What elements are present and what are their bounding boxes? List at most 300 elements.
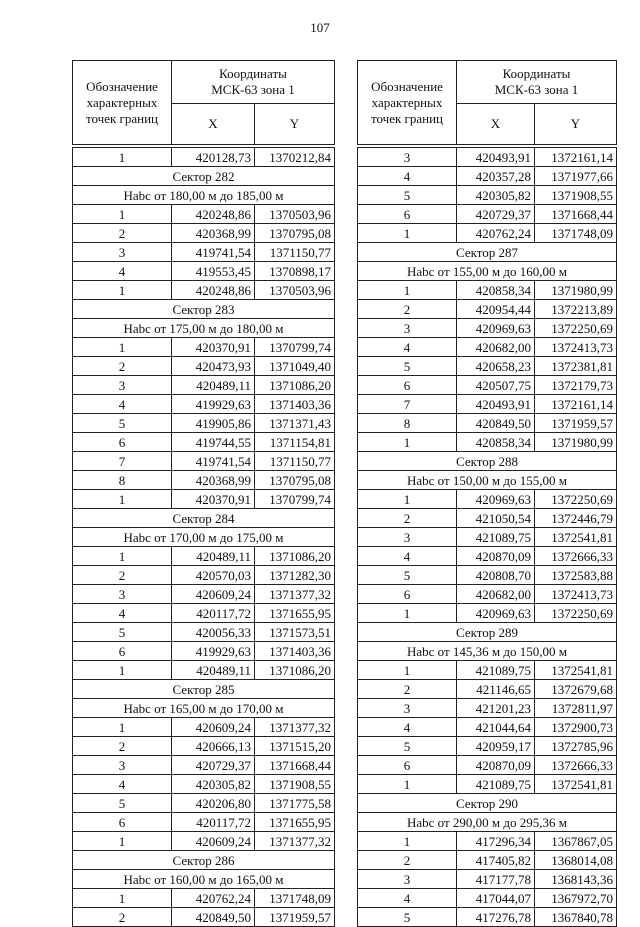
x-column-header: X xyxy=(457,104,535,145)
y-coordinate-cell: 1371049,40 xyxy=(255,357,335,376)
x-coordinate-cell: 421089,75 xyxy=(457,661,535,680)
point-number-cell: 8 xyxy=(73,471,172,490)
y-coordinate-cell: 1370212,84 xyxy=(255,148,335,167)
section-label: Нabc от 145,36 м до 150,00 м xyxy=(358,642,617,661)
table-row xyxy=(358,395,617,414)
table-row xyxy=(358,414,617,433)
point-number-cell: 1 xyxy=(358,490,457,509)
y-coordinate-cell: 1370795,08 xyxy=(255,224,335,243)
y-coordinate-cell: 1371908,55 xyxy=(535,186,617,205)
x-coordinate-cell: 421050,54 xyxy=(457,509,535,528)
point-number-cell: 1 xyxy=(358,604,457,623)
x-coordinate-cell: 420305,82 xyxy=(457,186,535,205)
section-label: Нabc от 155,00 м до 160,00 м xyxy=(358,262,617,281)
x-coordinate-cell: 417044,07 xyxy=(457,889,535,908)
section-label: Нabc от 180,00 м до 185,00 м xyxy=(73,186,335,205)
point-number-cell: 1 xyxy=(358,661,457,680)
table-row xyxy=(73,243,335,262)
section-label: Нabc от 175,00 м до 180,00 м xyxy=(73,319,335,338)
point-number-cell: 1 xyxy=(73,338,172,357)
section-row xyxy=(358,623,617,642)
x-coordinate-cell: 419741,54 xyxy=(172,452,255,471)
points-column-header xyxy=(358,61,457,145)
table-row xyxy=(73,604,335,623)
x-coordinate-cell: 420206,80 xyxy=(172,794,255,813)
header-line: характерных xyxy=(86,94,158,110)
table-row xyxy=(358,224,617,243)
y-coordinate-cell: 1367972,70 xyxy=(535,889,617,908)
point-number-cell: 2 xyxy=(73,737,172,756)
point-number-cell: 1 xyxy=(73,281,172,300)
point-number-cell: 3 xyxy=(358,870,457,889)
x-coordinate-cell: 420493,91 xyxy=(457,148,535,167)
table-row xyxy=(73,338,335,357)
section-label: Нabc от 165,00 м до 170,00 м xyxy=(73,699,335,718)
table-row xyxy=(358,528,617,547)
x-coordinate-cell: 420489,11 xyxy=(172,661,255,680)
x-coordinate-cell: 420117,72 xyxy=(172,604,255,623)
coordinates-table-right xyxy=(357,60,617,927)
y-coordinate-cell: 1372213,89 xyxy=(535,300,617,319)
point-number-cell: 4 xyxy=(73,395,172,414)
x-coordinate-cell: 417405,82 xyxy=(457,851,535,870)
x-coordinate-cell: 419744,55 xyxy=(172,433,255,452)
y-coordinate-cell: 1372250,69 xyxy=(535,490,617,509)
header-line: МСК-63 зона 1 xyxy=(494,82,579,97)
table-row xyxy=(73,775,335,794)
section-row xyxy=(358,471,617,490)
coordinates-header xyxy=(457,61,617,104)
x-coordinate-cell: 420666,13 xyxy=(172,737,255,756)
x-coordinate-cell: 421146,65 xyxy=(457,680,535,699)
section-label: Сектор 284 xyxy=(73,509,335,528)
point-number-cell: 5 xyxy=(358,737,457,756)
point-number-cell: 7 xyxy=(358,395,457,414)
point-number-cell: 3 xyxy=(358,528,457,547)
y-coordinate-cell: 1371655,95 xyxy=(255,813,335,832)
y-coordinate-cell: 1371959,57 xyxy=(535,414,617,433)
table-row xyxy=(358,566,617,585)
point-number-cell: 8 xyxy=(358,414,457,433)
section-row xyxy=(358,262,617,281)
section-row xyxy=(73,851,335,870)
table-row xyxy=(73,281,335,300)
y-coordinate-cell: 1372250,69 xyxy=(535,319,617,338)
point-number-cell: 2 xyxy=(73,566,172,585)
point-number-cell: 3 xyxy=(73,585,172,604)
table-row xyxy=(73,756,335,775)
table-row xyxy=(73,376,335,395)
point-number-cell: 5 xyxy=(73,794,172,813)
table-row xyxy=(358,661,617,680)
x-coordinate-cell: 420507,75 xyxy=(457,376,535,395)
table-row xyxy=(358,870,617,889)
y-coordinate-cell: 1372679,68 xyxy=(535,680,617,699)
table-row xyxy=(358,433,617,452)
point-number-cell: 6 xyxy=(73,642,172,661)
y-coordinate-cell: 1371086,20 xyxy=(255,547,335,566)
y-coordinate-cell: 1372583,88 xyxy=(535,566,617,585)
table-row xyxy=(358,338,617,357)
x-coordinate-cell: 420056,33 xyxy=(172,623,255,642)
point-number-cell: 1 xyxy=(73,205,172,224)
point-number-cell: 4 xyxy=(358,889,457,908)
table-row xyxy=(358,604,617,623)
y-column-header: Y xyxy=(535,104,617,145)
section-row xyxy=(73,699,335,718)
table-row xyxy=(73,661,335,680)
y-coordinate-cell: 1372666,33 xyxy=(535,756,617,775)
table-row xyxy=(358,509,617,528)
x-coordinate-cell: 420870,09 xyxy=(457,547,535,566)
table-row xyxy=(73,585,335,604)
section-row xyxy=(358,243,617,262)
point-number-cell: 1 xyxy=(73,661,172,680)
y-coordinate-cell: 1371154,81 xyxy=(255,433,335,452)
x-coordinate-cell: 420609,24 xyxy=(172,585,255,604)
point-number-cell: 5 xyxy=(73,623,172,642)
y-coordinate-cell: 1372541,81 xyxy=(535,775,617,794)
table-header xyxy=(358,61,617,148)
point-number-cell: 1 xyxy=(358,433,457,452)
table-row xyxy=(358,376,617,395)
table-row xyxy=(358,281,617,300)
point-number-cell: 4 xyxy=(358,167,457,186)
y-coordinate-cell: 1372541,81 xyxy=(535,528,617,547)
x-coordinate-cell: 420493,91 xyxy=(457,395,535,414)
section-label: Сектор 287 xyxy=(358,243,617,262)
x-coordinate-cell: 420969,63 xyxy=(457,490,535,509)
y-coordinate-cell: 1372900,73 xyxy=(535,718,617,737)
y-coordinate-cell: 1367840,78 xyxy=(535,908,617,927)
point-number-cell: 5 xyxy=(73,414,172,433)
section-label: Сектор 283 xyxy=(73,300,335,319)
x-coordinate-cell: 420849,50 xyxy=(457,414,535,433)
y-coordinate-cell: 1371403,36 xyxy=(255,395,335,414)
point-number-cell: 6 xyxy=(358,376,457,395)
section-label: Сектор 288 xyxy=(358,452,617,471)
point-number-cell: 2 xyxy=(358,851,457,870)
y-coordinate-cell: 1371668,44 xyxy=(255,756,335,775)
point-number-cell: 1 xyxy=(73,148,172,167)
y-coordinate-cell: 1372785,96 xyxy=(535,737,617,756)
point-number-cell: 3 xyxy=(358,319,457,338)
y-coordinate-cell: 1371377,32 xyxy=(255,585,335,604)
point-number-cell: 4 xyxy=(73,775,172,794)
y-coordinate-cell: 1372413,73 xyxy=(535,338,617,357)
header-line: точек границ xyxy=(85,110,159,126)
point-number-cell: 1 xyxy=(358,281,457,300)
table-row xyxy=(358,775,617,794)
table-row xyxy=(358,319,617,338)
point-number-cell: 5 xyxy=(358,186,457,205)
section-row xyxy=(73,870,335,889)
section-row xyxy=(358,794,617,813)
point-number-cell: 5 xyxy=(358,357,457,376)
y-coordinate-cell: 1371655,95 xyxy=(255,604,335,623)
y-coordinate-cell: 1371150,77 xyxy=(255,452,335,471)
point-number-cell: 5 xyxy=(358,908,457,927)
point-number-cell: 3 xyxy=(73,243,172,262)
x-coordinate-cell: 420570,03 xyxy=(172,566,255,585)
point-number-cell: 7 xyxy=(73,452,172,471)
table-row xyxy=(358,205,617,224)
table-row xyxy=(358,832,617,851)
table-row xyxy=(358,357,617,376)
x-coordinate-cell: 417177,78 xyxy=(457,870,535,889)
y-coordinate-cell: 1370795,08 xyxy=(255,471,335,490)
y-coordinate-cell: 1371282,30 xyxy=(255,566,335,585)
section-row xyxy=(73,319,335,338)
header-line: характерных xyxy=(371,94,443,110)
y-coordinate-cell: 1370799,74 xyxy=(255,338,335,357)
point-number-cell: 2 xyxy=(358,300,457,319)
point-number-cell: 3 xyxy=(358,148,457,167)
table-row xyxy=(358,718,617,737)
point-number-cell: 2 xyxy=(358,509,457,528)
point-number-cell: 4 xyxy=(358,547,457,566)
x-coordinate-cell: 420858,34 xyxy=(457,433,535,452)
table-row xyxy=(73,148,335,167)
table-row xyxy=(73,414,335,433)
point-number-cell: 6 xyxy=(73,433,172,452)
point-number-cell: 1 xyxy=(73,490,172,509)
table-row xyxy=(358,908,617,927)
table-row xyxy=(358,851,617,870)
table-row xyxy=(73,832,335,851)
section-row xyxy=(358,642,617,661)
x-coordinate-cell: 420729,37 xyxy=(172,756,255,775)
table-row xyxy=(358,490,617,509)
table-row xyxy=(358,186,617,205)
y-coordinate-cell: 1371908,55 xyxy=(255,775,335,794)
y-coordinate-cell: 1372413,73 xyxy=(535,585,617,604)
x-coordinate-cell: 420959,17 xyxy=(457,737,535,756)
table-row xyxy=(358,167,617,186)
x-coordinate-cell: 420870,09 xyxy=(457,756,535,775)
point-number-cell: 2 xyxy=(73,224,172,243)
x-coordinate-cell: 417296,34 xyxy=(457,832,535,851)
x-coordinate-cell: 420305,82 xyxy=(172,775,255,794)
table-row xyxy=(358,699,617,718)
point-number-cell: 5 xyxy=(358,566,457,585)
header-line: Координаты xyxy=(219,66,287,81)
x-coordinate-cell: 421044,64 xyxy=(457,718,535,737)
section-label: Сектор 289 xyxy=(358,623,617,642)
point-number-cell: 2 xyxy=(73,908,172,927)
x-coordinate-cell: 421089,75 xyxy=(457,775,535,794)
x-coordinate-cell: 420370,91 xyxy=(172,338,255,357)
y-column-header: Y xyxy=(255,104,335,145)
point-number-cell: 6 xyxy=(358,756,457,775)
y-coordinate-cell: 1368014,08 xyxy=(535,851,617,870)
table-row xyxy=(358,585,617,604)
section-row xyxy=(358,452,617,471)
point-number-cell: 4 xyxy=(358,338,457,357)
y-coordinate-cell: 1371150,77 xyxy=(255,243,335,262)
y-coordinate-cell: 1371086,20 xyxy=(255,376,335,395)
x-coordinate-cell: 420368,99 xyxy=(172,224,255,243)
header-line: Координаты xyxy=(502,66,571,81)
y-coordinate-cell: 1371371,43 xyxy=(255,414,335,433)
table-row xyxy=(73,718,335,737)
x-coordinate-cell: 421089,75 xyxy=(457,528,535,547)
table-row xyxy=(73,224,335,243)
point-number-cell: 3 xyxy=(73,376,172,395)
x-coordinate-cell: 421201,23 xyxy=(457,699,535,718)
section-row xyxy=(73,528,335,547)
y-coordinate-cell: 1371980,99 xyxy=(535,281,617,300)
x-coordinate-cell: 420609,24 xyxy=(172,832,255,851)
section-label: Сектор 290 xyxy=(358,794,617,813)
section-label: Нabc от 150,00 м до 155,00 м xyxy=(358,471,617,490)
section-row xyxy=(73,680,335,699)
x-coordinate-cell: 420682,00 xyxy=(457,585,535,604)
table-row xyxy=(73,642,335,661)
x-coordinate-cell: 420357,28 xyxy=(457,167,535,186)
point-number-cell: 1 xyxy=(73,718,172,737)
x-coordinate-cell: 420117,72 xyxy=(172,813,255,832)
points-column-header xyxy=(73,61,172,145)
section-label: Сектор 285 xyxy=(73,680,335,699)
y-coordinate-cell: 1372446,79 xyxy=(535,509,617,528)
coordinates-table-left xyxy=(72,60,335,927)
header-line: Обозначение xyxy=(86,78,158,94)
y-coordinate-cell: 1371086,20 xyxy=(255,661,335,680)
x-coordinate-cell: 420248,86 xyxy=(172,205,255,224)
x-coordinate-cell: 417276,78 xyxy=(457,908,535,927)
table-row xyxy=(358,680,617,699)
section-label: Сектор 282 xyxy=(73,167,335,186)
x-coordinate-cell: 420808,70 xyxy=(457,566,535,585)
point-number-cell: 4 xyxy=(73,604,172,623)
table-row xyxy=(73,395,335,414)
header-line: МСК-63 зона 1 xyxy=(211,82,295,97)
table-row xyxy=(358,148,617,167)
point-number-cell: 1 xyxy=(73,547,172,566)
y-coordinate-cell: 1372161,14 xyxy=(535,148,617,167)
x-coordinate-cell: 420658,23 xyxy=(457,357,535,376)
x-coordinate-cell: 420370,91 xyxy=(172,490,255,509)
header-line: точек границ xyxy=(370,110,444,126)
x-coordinate-cell: 420489,11 xyxy=(172,376,255,395)
point-number-cell: 1 xyxy=(73,889,172,908)
point-number-cell: 4 xyxy=(73,262,172,281)
y-coordinate-cell: 1370799,74 xyxy=(255,490,335,509)
y-coordinate-cell: 1371775,58 xyxy=(255,794,335,813)
y-coordinate-cell: 1370503,96 xyxy=(255,205,335,224)
x-coordinate-cell: 419929,63 xyxy=(172,642,255,661)
y-coordinate-cell: 1371668,44 xyxy=(535,205,617,224)
x-coordinate-cell: 420128,73 xyxy=(172,148,255,167)
point-number-cell: 6 xyxy=(73,813,172,832)
table-row xyxy=(358,737,617,756)
point-number-cell: 1 xyxy=(73,832,172,851)
table-row xyxy=(73,623,335,642)
x-coordinate-cell: 420473,93 xyxy=(172,357,255,376)
y-coordinate-cell: 1371377,32 xyxy=(255,832,335,851)
x-coordinate-cell: 420762,24 xyxy=(172,889,255,908)
point-number-cell: 3 xyxy=(73,756,172,775)
table-row xyxy=(73,205,335,224)
y-coordinate-cell: 1372541,81 xyxy=(535,661,617,680)
section-row xyxy=(73,186,335,205)
x-coordinate-cell: 419905,86 xyxy=(172,414,255,433)
table-row xyxy=(73,452,335,471)
y-coordinate-cell: 1372250,69 xyxy=(535,604,617,623)
point-number-cell: 1 xyxy=(358,224,457,243)
x-coordinate-cell: 419553,45 xyxy=(172,262,255,281)
table-row xyxy=(73,547,335,566)
table-row xyxy=(73,433,335,452)
point-number-cell: 2 xyxy=(358,680,457,699)
y-coordinate-cell: 1371377,32 xyxy=(255,718,335,737)
table-row xyxy=(73,490,335,509)
y-coordinate-cell: 1368143,36 xyxy=(535,870,617,889)
y-coordinate-cell: 1370898,17 xyxy=(255,262,335,281)
section-label: Нabc от 170,00 м до 175,00 м xyxy=(73,528,335,547)
x-coordinate-cell: 419741,54 xyxy=(172,243,255,262)
section-row xyxy=(73,167,335,186)
x-coordinate-cell: 420954,44 xyxy=(457,300,535,319)
y-coordinate-cell: 1371748,09 xyxy=(535,224,617,243)
point-number-cell: 6 xyxy=(358,205,457,224)
table-row xyxy=(358,300,617,319)
table-row xyxy=(73,737,335,756)
header-line: Обозначение xyxy=(371,78,443,94)
table-row xyxy=(358,547,617,566)
coordinates-header xyxy=(172,61,335,104)
x-coordinate-cell: 420248,86 xyxy=(172,281,255,300)
y-coordinate-cell: 1372666,33 xyxy=(535,547,617,566)
table-body xyxy=(73,148,335,927)
section-row xyxy=(358,813,617,832)
table-row xyxy=(73,813,335,832)
x-coordinate-cell: 420682,00 xyxy=(457,338,535,357)
x-coordinate-cell: 420969,63 xyxy=(457,319,535,338)
x-coordinate-cell: 420969,63 xyxy=(457,604,535,623)
section-row xyxy=(73,509,335,528)
section-label: Сектор 286 xyxy=(73,851,335,870)
y-coordinate-cell: 1372179,73 xyxy=(535,376,617,395)
point-number-cell: 2 xyxy=(73,357,172,376)
table-row xyxy=(73,566,335,585)
y-coordinate-cell: 1371959,57 xyxy=(255,908,335,927)
point-number-cell: 4 xyxy=(358,718,457,737)
x-column-header: X xyxy=(172,104,255,145)
x-coordinate-cell: 420762,24 xyxy=(457,224,535,243)
x-coordinate-cell: 420849,50 xyxy=(172,908,255,927)
table-row xyxy=(73,471,335,490)
y-coordinate-cell: 1370503,96 xyxy=(255,281,335,300)
x-coordinate-cell: 420729,37 xyxy=(457,205,535,224)
section-label: Нabc от 160,00 м до 165,00 м xyxy=(73,870,335,889)
point-number-cell: 1 xyxy=(358,832,457,851)
section-label: Нabc от 290,00 м до 295,36 м xyxy=(358,813,617,832)
x-coordinate-cell: 420489,11 xyxy=(172,547,255,566)
section-row xyxy=(73,300,335,319)
point-number-cell: 1 xyxy=(358,775,457,794)
y-coordinate-cell: 1371980,99 xyxy=(535,433,617,452)
x-coordinate-cell: 420858,34 xyxy=(457,281,535,300)
table-row xyxy=(73,794,335,813)
x-coordinate-cell: 419929,63 xyxy=(172,395,255,414)
y-coordinate-cell: 1371977,66 xyxy=(535,167,617,186)
table-row xyxy=(73,908,335,927)
page-number: 107 xyxy=(310,20,330,35)
y-coordinate-cell: 1372811,97 xyxy=(535,699,617,718)
y-coordinate-cell: 1371515,20 xyxy=(255,737,335,756)
